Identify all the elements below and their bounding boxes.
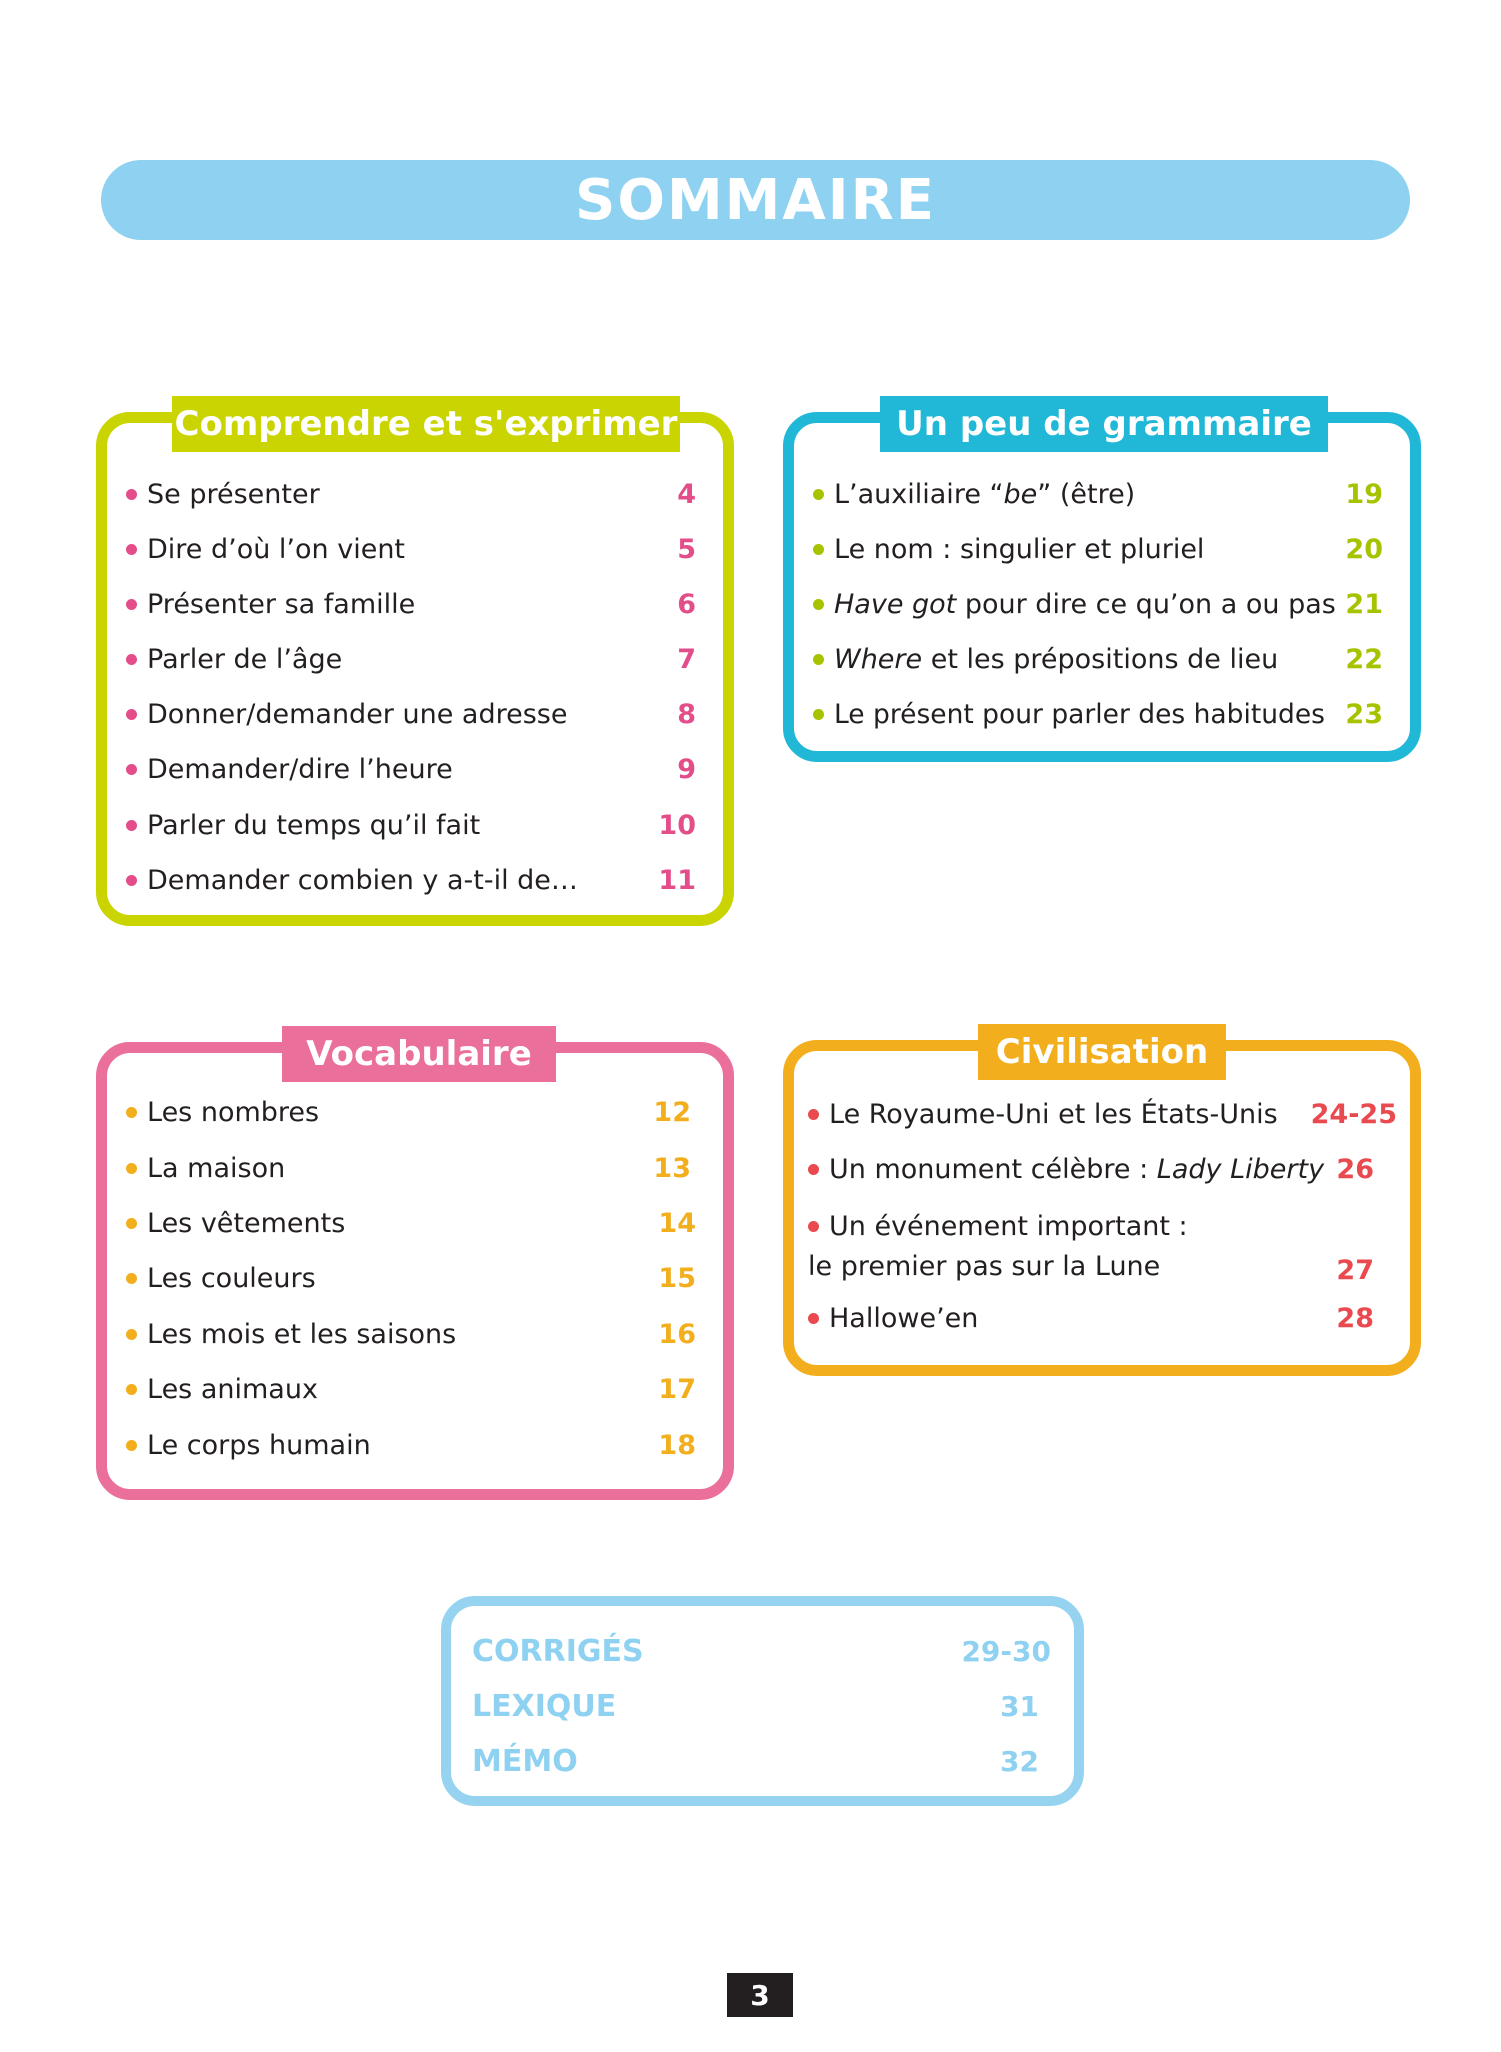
page-number: 3 <box>727 1973 793 2017</box>
toc-entry-page: 7 <box>677 643 696 675</box>
toc-entry[interactable] <box>813 639 1383 679</box>
section-extras <box>441 1596 1084 1806</box>
toc-entry-label: Le nom : singulier et pluriel <box>834 533 1205 565</box>
toc-entry-page: 32 <box>1000 1744 1039 1778</box>
bullet-icon <box>813 544 824 555</box>
toc-entry-label: Se présenter <box>147 478 320 510</box>
bullet-icon <box>126 654 137 665</box>
toc-entry-label: Présenter sa famille <box>147 588 416 620</box>
bullet-icon <box>808 1109 819 1120</box>
bullet-icon <box>126 489 137 500</box>
toc-entry-label: Demander combien y a-t-il de… <box>147 864 578 896</box>
toc-entry-label: Un événement important : le premier pas sur la Lune <box>808 1211 1188 1282</box>
toc-entry-page: 19 <box>1345 478 1383 510</box>
toc-entry[interactable] <box>126 1369 696 1409</box>
toc-entry[interactable] <box>126 749 696 789</box>
toc-entry[interactable] <box>126 639 696 679</box>
toc-entry[interactable] <box>126 805 696 845</box>
bullet-icon <box>126 1163 137 1174</box>
bullet-icon <box>126 820 137 831</box>
toc-entry-page: 11 <box>658 864 696 896</box>
toc-entry-label: Le Royaume-Uni et les États-Unis <box>829 1098 1278 1130</box>
toc-entry-label: Dire d’où l’on vient <box>147 533 406 565</box>
toc-entry-page: 23 <box>1345 698 1383 730</box>
toc-entry-label: CORRIGÉS <box>472 1633 644 1669</box>
bullet-icon <box>813 599 824 610</box>
toc-entry-label: Where et les prépositions de lieu <box>834 643 1279 675</box>
toc-entry[interactable] <box>813 694 1383 734</box>
bullet-icon <box>808 1164 819 1175</box>
toc-entry-label: Le corps humain <box>147 1429 371 1461</box>
toc-entry[interactable] <box>126 860 696 900</box>
toc-entry-page: 12 <box>653 1096 691 1128</box>
toc-entry[interactable] <box>808 1149 1374 1189</box>
bullet-icon <box>813 709 824 720</box>
toc-entry-page: 20 <box>1345 533 1383 565</box>
toc-entry-label: Hallowe’en <box>829 1302 979 1334</box>
toc-entry[interactable] <box>126 584 696 624</box>
toc-entry-page: 17 <box>658 1373 696 1405</box>
toc-entry-label: Un monument célèbre : Lady Liberty <box>829 1153 1325 1185</box>
toc-entry-page: 31 <box>1000 1689 1039 1723</box>
bullet-icon <box>813 489 824 500</box>
section-heading-comprendre: Comprendre et s'exprimer <box>172 396 680 452</box>
section-comprendre <box>96 404 734 926</box>
bullet-icon <box>808 1313 819 1324</box>
toc-entry[interactable] <box>126 694 696 734</box>
toc-entry[interactable] <box>126 1092 691 1132</box>
toc-entry-page: 29-30 <box>961 1634 1051 1668</box>
toc-entry[interactable] <box>126 1203 696 1243</box>
bullet-icon <box>126 875 137 886</box>
toc-entry-page: 16 <box>658 1318 696 1350</box>
section-grammaire <box>783 404 1421 762</box>
toc-entry[interactable] <box>126 474 696 514</box>
toc-entry-page: 18 <box>658 1429 696 1461</box>
toc-entry[interactable] <box>813 529 1383 569</box>
toc-entry-label: Have got pour dire ce qu’on a ou pas <box>834 588 1336 620</box>
toc-entry-label: Les animaux <box>147 1373 318 1405</box>
toc-entry[interactable] <box>126 1258 696 1298</box>
bullet-icon <box>126 1329 137 1340</box>
toc-entry[interactable] <box>813 584 1383 624</box>
toc-entry-page: 15 <box>658 1262 696 1294</box>
toc-entry-corriges[interactable] <box>451 1626 1074 1676</box>
bullet-icon <box>126 1218 137 1229</box>
section-heading-civilisation: Civilisation <box>978 1024 1226 1080</box>
toc-entry[interactable] <box>813 474 1383 514</box>
bullet-icon <box>126 544 137 555</box>
toc-entry-label: L’auxiliaire “be” (être) <box>834 478 1136 510</box>
toc-entry-label: MÉMO <box>472 1743 578 1779</box>
bullet-icon <box>126 599 137 610</box>
toc-entry-memo[interactable] <box>451 1736 1074 1786</box>
bullet-icon <box>813 654 824 665</box>
toc-entry-page: 21 <box>1345 588 1383 620</box>
toc-entry-label: Demander/dire l’heure <box>147 753 453 785</box>
bullet-icon <box>126 1384 137 1395</box>
toc-entry-page: 24-25 <box>1310 1098 1397 1130</box>
toc-entry-label: La maison <box>147 1152 286 1184</box>
section-civilisation <box>783 1032 1421 1376</box>
bullet-icon <box>808 1221 819 1232</box>
toc-entry[interactable] <box>808 1094 1397 1134</box>
toc-entry-page: 8 <box>677 698 696 730</box>
bullet-icon <box>126 764 137 775</box>
toc-entry-page: 4 <box>677 478 696 510</box>
section-vocabulaire <box>96 1034 734 1500</box>
toc-entry-page: 26 <box>1336 1153 1374 1185</box>
toc-entry-label: Parler de l’âge <box>147 643 343 675</box>
toc-entry-page: 14 <box>658 1207 696 1239</box>
bullet-icon <box>126 1107 137 1118</box>
toc-entry[interactable] <box>126 1425 696 1465</box>
toc-entry-page: 10 <box>658 809 696 841</box>
toc-entry-label: Parler du temps qu’il fait <box>147 809 481 841</box>
section-heading-grammaire: Un peu de grammaire <box>880 396 1328 452</box>
toc-entry[interactable] <box>126 1148 696 1188</box>
toc-entry-page: 6 <box>677 588 696 620</box>
toc-entry-page: 5 <box>677 533 696 565</box>
title-banner <box>101 160 1410 240</box>
bullet-icon <box>126 1273 137 1284</box>
toc-entry-label: Les couleurs <box>147 1262 316 1294</box>
toc-entry-label: Les vêtements <box>147 1207 346 1239</box>
toc-entry-page: 27 <box>1336 1255 1374 1286</box>
toc-entry-lexique[interactable] <box>451 1681 1074 1731</box>
toc-entry-page: 22 <box>1345 643 1383 675</box>
toc-entry-label: Donner/demander une adresse <box>147 698 568 730</box>
toc-entry-label: Les nombres <box>147 1096 320 1128</box>
toc-entry-page: 13 <box>653 1152 691 1184</box>
toc-entry[interactable] <box>126 529 696 569</box>
toc-entry-page: 28 <box>1336 1302 1374 1334</box>
toc-entry-label: LEXIQUE <box>472 1688 617 1724</box>
toc-entry[interactable] <box>808 1207 1374 1291</box>
toc-entry[interactable] <box>808 1298 1374 1338</box>
toc-entry-label: Les mois et les saisons <box>147 1318 457 1350</box>
page-title: SOMMAIRE <box>575 167 936 233</box>
bullet-icon <box>126 709 137 720</box>
toc-entry-label: Le présent pour parler des habitudes <box>834 698 1325 730</box>
toc-entry-page: 9 <box>677 753 696 785</box>
toc-entry[interactable] <box>126 1314 696 1354</box>
bullet-icon <box>126 1440 137 1451</box>
section-heading-vocabulaire: Vocabulaire <box>282 1026 556 1082</box>
